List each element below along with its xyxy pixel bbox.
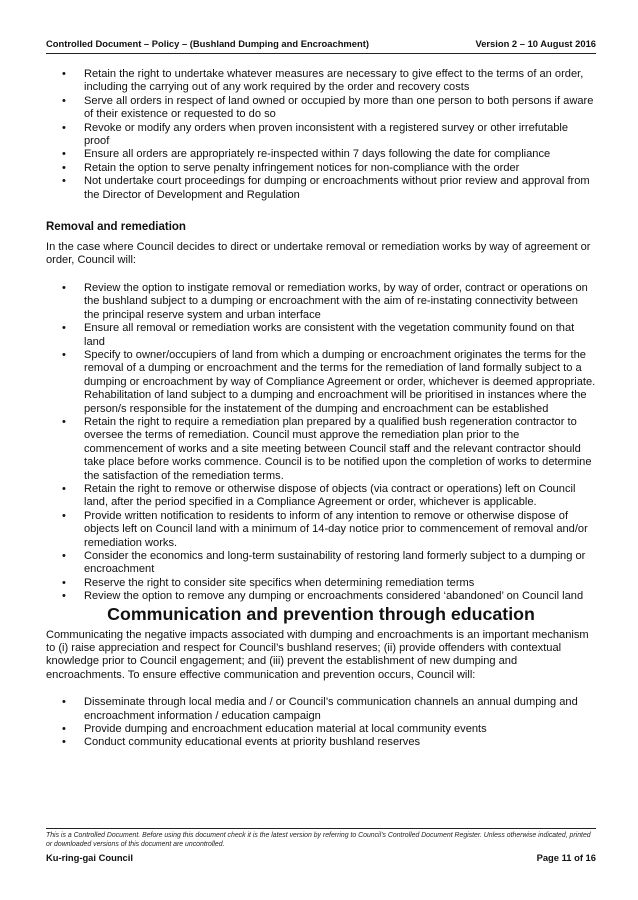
list-item: • Serve all orders in respect of land owned or occupied by more than one person to both persons if aware of their existence or requested to do so	[46, 95, 596, 122]
list-item: • Provide dumping and encroachment education material at local community events	[46, 723, 596, 736]
list-item: • Ensure all orders are appropriately re-inspected within 7 days following the date for compliance	[46, 148, 596, 161]
list-item: • Review the option to remove any dumping or encroachments considered ‘abandoned’ on Council land	[46, 590, 596, 603]
list-item: • Reserve the right to consider site specifics when determining remediation terms	[46, 577, 596, 590]
footer-page-number: Page 11 of 16	[536, 852, 596, 863]
section-heading-removal: Removal and remediation	[46, 221, 186, 234]
page-body	[46, 68, 596, 750]
list-item: • Retain the right to require a remediation plan prepared by a qualified bush regeneration contractor to oversee the terms of remediation. Council must approve the remediation plan prior to the commencement of works and a site meeting between Council staff and the relevant contractor should take place before works commence. Council is to be notified upon the completion of works to determine the satisfaction of the remediation terms.	[46, 416, 596, 483]
removal-intro: In the case where Council decides to direct or undertake removal or remediation works by way of agreement or order, Council will:	[46, 241, 591, 267]
list-item: • Conduct community educational events at priority bushland reserves	[46, 736, 596, 749]
list-item: • Provide written notification to residents to inform of any intention to remove or otherwise dispose of objects left on Council land with a minimum of 14-day notice prior to commencement of removal and/or remediation works.	[46, 510, 596, 550]
page-header	[46, 38, 596, 49]
list-item: • Disseminate through local media and / or Council’s communication channels an annual dumping and encroachment information / education campaign	[46, 696, 596, 723]
list-item: • Retain the right to remove or otherwise dispose of objects (via contract or operations) left on Council land, after the period specified in a Compliance Agreement or order, whichever is applicable.	[46, 483, 596, 510]
controlled-document-notice: This is a Controlled Document. Before using this document check it is the latest version by referring to Council’s Controlled Document Register. Unless otherwise indicated, printed or downloaded versions of this document are uncontrolled.	[46, 832, 591, 848]
footer-divider	[46, 828, 596, 829]
list-item: • Not undertake court proceedings for dumping or encroachments without prior review and approval from the Director of Development and Regulation	[46, 175, 596, 202]
list-item: • Revoke or modify any orders when proven inconsistent with a registered survey or other irrefutable proof	[46, 122, 596, 149]
page-footer	[46, 852, 596, 863]
header-divider	[46, 53, 596, 54]
order-measures-list	[46, 68, 596, 202]
spacer	[46, 268, 596, 282]
footer-organisation: Ku-ring-gai Council	[46, 852, 133, 863]
list-item: • Consider the economics and long-term sustainability of restoring land formerly subject to a dumping or encroachment	[46, 550, 596, 577]
list-item: • Retain the right to undertake whatever measures are necessary to give effect to the terms of an order, including the carrying out of any work required by the order and recovery costs	[46, 68, 596, 95]
communication-list	[46, 696, 596, 750]
list-item: • Ensure all removal or remediation works are consistent with the vegetation community found on that land	[46, 322, 596, 349]
list-item: • Retain the option to serve penalty infringement notices for non-compliance with the order	[46, 162, 596, 175]
spacer	[46, 682, 596, 696]
communication-intro: Communicating the negative impacts associated with dumping and encroachments is an important mechanism to (i) raise appreciation and respect for Council’s bushland reserves; (ii) provide offenders with contextual knowledge prior to Council engagement; and (iii) prevent the establishment of new dumping and encroachments. To ensure effective communication and prevention occurs, Council will:	[46, 628, 589, 681]
header-document-title: Controlled Document – Policy – (Bushland Dumping and Encroachment)	[46, 38, 369, 49]
header-version: Version 2 – 10 August 2016	[475, 38, 596, 49]
removal-list	[46, 282, 596, 604]
list-item: • Review the option to instigate removal or remediation works, by way of order, contract or operations on the bushland subject to a dumping or encroachment with the aim of re-instating connectivity between the principal reserve system and urban interface	[46, 282, 596, 322]
list-item: • Specify to owner/occupiers of land from which a dumping or encroachment originates the terms for the removal of a dumping or encroachment and the terms for the remediation of land formally subject to a dumping or encroachment by way of Compliance Agreement or order, whichever is deemed appropriate. Rehabilitation of land subject to a dumping and encroachment will be prioritised in instances where the person/s responsible for the instatement of the dumping and encroachment can be established	[46, 349, 596, 416]
section-heading-communication: Communication and prevention through education	[107, 603, 535, 624]
